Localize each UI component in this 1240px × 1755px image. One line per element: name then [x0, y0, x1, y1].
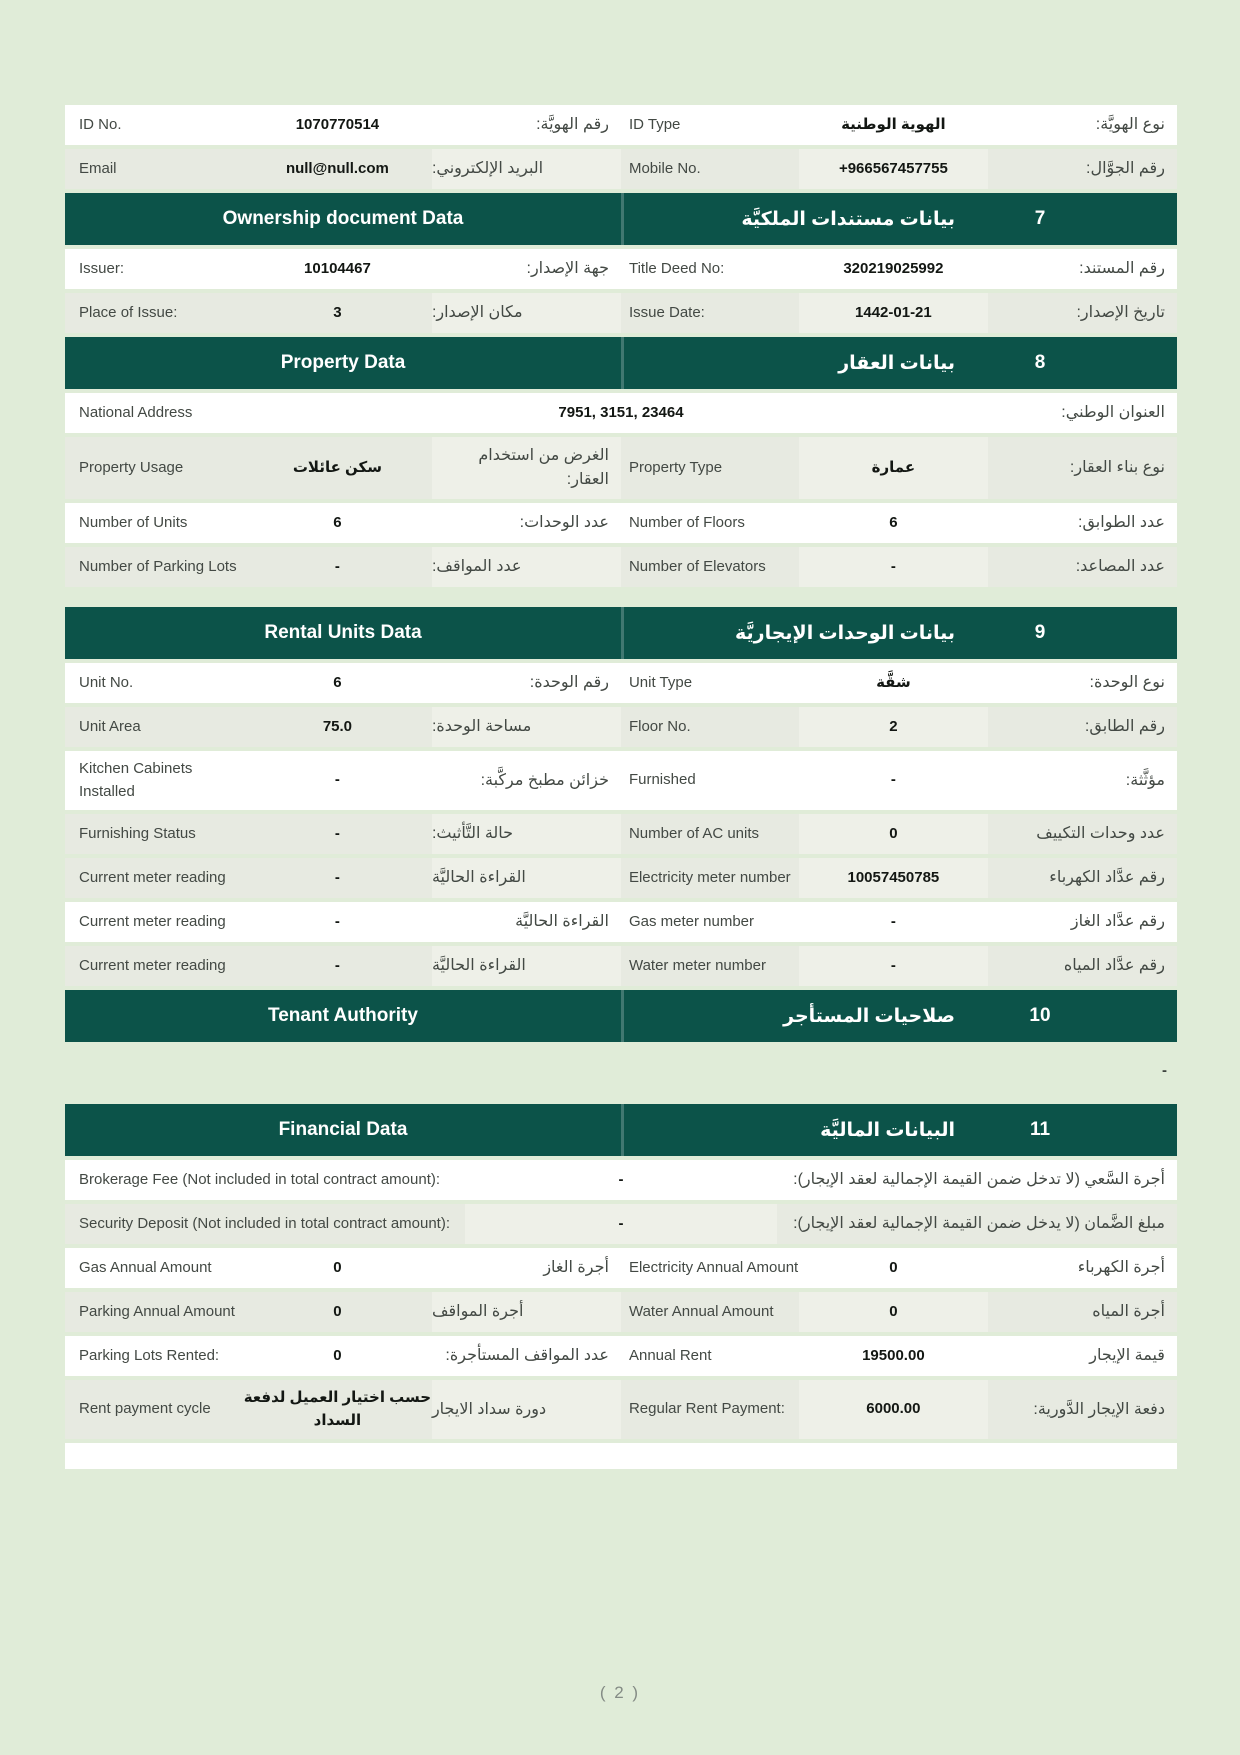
- table-row: [65, 249, 1177, 289]
- field-label-ar: قيمة الإيجار: [1089, 1347, 1165, 1364]
- field-value: 0: [799, 1292, 988, 1332]
- field-value: -: [465, 1204, 776, 1244]
- table-row: [65, 105, 1177, 145]
- field-label-en: Rent payment cycle: [79, 1400, 211, 1418]
- field-label-en: ID Type: [628, 115, 681, 133]
- field-label-en: Water meter number: [628, 956, 766, 974]
- section-title-en: Rental Units Data: [264, 622, 422, 643]
- field-label-ar: دورة سداد الايجار: [432, 1380, 621, 1439]
- field-label-en: Brokerage Fee (Not included in total contract amount):: [79, 1170, 441, 1188]
- field-label-en: Parking Annual Amount: [79, 1302, 235, 1320]
- contract-table: [65, 105, 1177, 1473]
- field-value: 75.0: [322, 717, 353, 735]
- field-label-ar: مساحة الوحدة:: [432, 707, 621, 747]
- table-row: [65, 503, 1177, 543]
- section-header: [65, 337, 1177, 389]
- field-value: -: [334, 868, 340, 886]
- table-row: [65, 902, 1177, 942]
- section-header: [65, 193, 1177, 245]
- table-row: [65, 1380, 1177, 1439]
- field-value: -: [334, 557, 340, 575]
- field-label-ar: مكان الإصدار:: [432, 293, 621, 333]
- section-title-ar: صلاحيات المستأجر: [783, 1005, 955, 1027]
- table-row: [65, 393, 1177, 433]
- section-number: 8: [1034, 352, 1046, 373]
- field-label-ar: عدد المواقف:: [432, 547, 621, 587]
- table-row: [65, 149, 1177, 189]
- section-header-right: [621, 990, 1177, 1042]
- field-label-en: Property Type: [628, 458, 723, 476]
- field-label-en: Gas meter number: [628, 912, 755, 930]
- section-header: [65, 607, 1177, 659]
- field-value: 1442-01-21: [799, 293, 988, 333]
- field-value: -: [799, 547, 988, 587]
- section-title-ar: بيانات الوحدات الإيجاريَّة: [735, 622, 955, 644]
- field-value: -: [890, 912, 896, 930]
- field-label-en: Unit Type: [628, 673, 693, 691]
- field-value: 0: [889, 1258, 898, 1276]
- field-label-en: National Address: [79, 403, 193, 421]
- field-label-en: Number of Elevators: [628, 557, 766, 575]
- field-label-en: Number of Units: [79, 513, 188, 531]
- field-value: 1070770514: [295, 115, 380, 133]
- field-label-en: Number of Floors: [628, 513, 745, 531]
- sections: [65, 193, 1177, 1469]
- field-label-en: Number of Parking Lots: [79, 557, 237, 575]
- field-value: -: [334, 912, 340, 930]
- field-value: 6: [333, 513, 342, 531]
- field-label-ar: القراءة الحاليَّة: [515, 913, 609, 930]
- page-number: ( 2 ): [599, 1683, 641, 1702]
- field-value: 0: [333, 1346, 342, 1364]
- section-header: [65, 1104, 1177, 1156]
- table-row: [65, 437, 1177, 499]
- field-label-ar: عدد الوحدات:: [519, 514, 609, 531]
- field-value: 6: [889, 513, 898, 531]
- field-label-ar: مبلغ الضَّمان (لا يدخل ضمن القيمة الإجمالية لعقد الإيجار):: [793, 1215, 1165, 1232]
- table-row: [65, 814, 1177, 854]
- field-label-en: Current meter reading: [79, 956, 226, 974]
- field-label-ar: عدد الطوابق:: [1078, 514, 1165, 531]
- field-label-en: Unit Area: [79, 717, 141, 735]
- field-label-en: Issue Date:: [628, 303, 705, 321]
- table-row: [65, 1336, 1177, 1376]
- field-value: عمارة: [799, 437, 988, 499]
- field-label-ar: أجرة الغاز: [543, 1259, 609, 1276]
- field-label-ar: نوع بناء العقار:: [1069, 459, 1165, 476]
- field-label-en: Furnished: [628, 771, 696, 789]
- table-row: [65, 858, 1177, 898]
- field-value: 0: [333, 1258, 342, 1276]
- field-label-en: Water Annual Amount: [628, 1302, 774, 1320]
- field-label-ar: أجرة السَّعي (لا تدخل ضمن القيمة الإجمالية لعقد الإيجار):: [793, 1171, 1165, 1188]
- field-label-ar: رقم الجوَّال:: [1086, 160, 1165, 177]
- field-label-ar: عدد وحدات التكييف: [1036, 825, 1165, 842]
- field-label-en: Issuer:: [79, 259, 125, 277]
- table-row: [65, 1248, 1177, 1288]
- field-label-en: Email: [79, 159, 117, 177]
- field-value: -: [799, 946, 988, 986]
- section-gap: [65, 591, 1177, 607]
- table-row: [65, 1204, 1177, 1244]
- field-value: 10057450785: [799, 858, 988, 898]
- section-number: 7: [1034, 208, 1046, 229]
- field-label-ar: أجرة المواقف: [432, 1292, 621, 1332]
- field-label-ar: مؤثَّثة:: [1125, 771, 1165, 789]
- table-row: [65, 293, 1177, 333]
- section-number: 10: [1029, 1005, 1051, 1026]
- field-label-en: Mobile No.: [628, 159, 701, 177]
- field-value: 3: [333, 303, 342, 321]
- field-value: -: [334, 771, 340, 789]
- field-label-ar: أجرة المياه: [1092, 1303, 1165, 1320]
- section-title-en: Property Data: [280, 352, 406, 373]
- section-title-ar: بيانات العقار: [838, 352, 955, 374]
- field-value: -: [334, 956, 340, 974]
- field-value: 19500.00: [862, 1346, 925, 1364]
- field-label-en: Electricity Annual Amount: [628, 1258, 799, 1276]
- field-label-en: Floor No.: [628, 717, 691, 735]
- field-label-en: Parking Lots Rented:: [79, 1346, 220, 1364]
- field-label-en: Electricity meter number: [628, 868, 791, 886]
- section-header-right: [621, 1104, 1177, 1156]
- top-table: [65, 105, 1177, 189]
- field-label-ar: البريد الإلكتروني:: [432, 149, 621, 189]
- section-header-right: [621, 337, 1177, 389]
- field-value: -: [890, 771, 896, 789]
- section-title-ar: البيانات الماليَّة: [820, 1119, 955, 1141]
- section-header: [65, 990, 1177, 1042]
- field-label-en: Annual Rent: [628, 1346, 712, 1364]
- field-label-ar: دفعة الإيجار الدَّورية:: [1033, 1400, 1165, 1418]
- field-label-ar: رقم الوحدة:: [529, 674, 609, 691]
- field-value: 7951, 3151, 23464: [558, 403, 684, 421]
- section-gap: [65, 1094, 1177, 1104]
- field-label-en: Unit No.: [79, 673, 134, 691]
- field-value: 0: [799, 814, 988, 854]
- field-value: 320219025992: [843, 259, 944, 277]
- table-row: [65, 946, 1177, 986]
- field-label-en: Regular Rent Payment:: [628, 1400, 785, 1418]
- field-value: 2: [799, 707, 988, 747]
- section-title-ar: بيانات مستندات الملكيَّة: [741, 208, 955, 230]
- field-label-ar: حالة التَّأثيث:: [432, 814, 621, 854]
- section-header-right: [621, 607, 1177, 659]
- section-title-en: Ownership document Data: [222, 208, 464, 229]
- field-label-ar: نوع الهويَّة:: [1095, 116, 1165, 133]
- table-row: [65, 751, 1177, 810]
- table-row: [65, 1292, 1177, 1332]
- field-value: +966567457755: [799, 149, 988, 189]
- table-row: [65, 663, 1177, 703]
- field-label-ar: جهة الإصدار:: [526, 260, 609, 277]
- section-title-en: Tenant Authority: [268, 1005, 418, 1026]
- field-label-ar: تاريخ الإصدار:: [1076, 304, 1165, 321]
- field-value: -: [618, 1170, 624, 1188]
- table-row: [65, 707, 1177, 747]
- empty-row: [65, 1443, 1177, 1469]
- field-label-ar: أجرة الكهرباء: [1077, 1259, 1165, 1276]
- field-value: سكن عائلات: [292, 458, 382, 476]
- field-label-ar: رقم الهويَّة:: [536, 116, 609, 133]
- section-number: 11: [1029, 1119, 1051, 1140]
- field-value: 0: [333, 1302, 342, 1320]
- field-value: حسب اختيار العميل لدفعة السداد: [243, 1389, 432, 1429]
- field-label-en: Gas Annual Amount: [79, 1258, 212, 1276]
- field-label-en: Title Deed No:: [628, 259, 725, 277]
- field-label-ar: رقم عدَّاد الغاز: [1070, 913, 1165, 930]
- field-label-ar: خزائن مطبخ مركَّبة:: [480, 771, 609, 789]
- field-label-en: Current meter reading: [79, 912, 226, 930]
- field-label-ar: رقم الطابق:: [1084, 718, 1165, 735]
- field-label-ar: عدد المصاعد:: [1075, 558, 1165, 575]
- section-header-right: [621, 193, 1177, 245]
- field-label-en: Place of Issue:: [79, 303, 178, 321]
- field-label-en: Number of AC units: [628, 824, 760, 842]
- field-value: -: [334, 824, 340, 842]
- field-value: شقَّة: [876, 673, 911, 691]
- field-value: 6: [333, 673, 342, 691]
- table-row: [65, 547, 1177, 587]
- field-label-ar: القراءة الحاليَّة: [432, 858, 621, 898]
- field-label-en: ID No.: [79, 115, 122, 133]
- field-label-en: Kitchen Cabinets Installed: [79, 760, 193, 800]
- field-label-ar: عدد المواقف المستأجرة:: [445, 1347, 609, 1364]
- field-value: الهوية الوطنية: [841, 115, 946, 133]
- field-label-ar: رقم المستند:: [1079, 260, 1165, 277]
- field-label-ar: الغرض من استخدام العقار:: [432, 437, 621, 499]
- field-label-ar: رقم عدَّاد الكهرباء: [1049, 869, 1165, 886]
- table-row: [65, 1160, 1177, 1200]
- field-label-en: Security Deposit (Not included in total contract amount):: [79, 1214, 451, 1232]
- section-title-en: Financial Data: [278, 1119, 408, 1140]
- field-value: null@null.com: [285, 159, 389, 177]
- field-label-en: Property Usage: [79, 458, 184, 476]
- field-value: 10104467: [304, 259, 371, 277]
- field-label-ar: العنوان الوطني:: [1061, 404, 1165, 421]
- field-value: 6000.00: [799, 1380, 988, 1439]
- field-label-en: Current meter reading: [79, 868, 226, 886]
- field-label-en: Furnishing Status: [79, 824, 196, 842]
- field-label-ar: نوع الوحدة:: [1089, 674, 1165, 691]
- field-label-ar: رقم عدَّاد المياه: [1063, 957, 1165, 974]
- section-number: 9: [1034, 622, 1046, 643]
- section-note-value: -: [1162, 1061, 1167, 1079]
- field-label-ar: القراءة الحاليَّة: [432, 946, 621, 986]
